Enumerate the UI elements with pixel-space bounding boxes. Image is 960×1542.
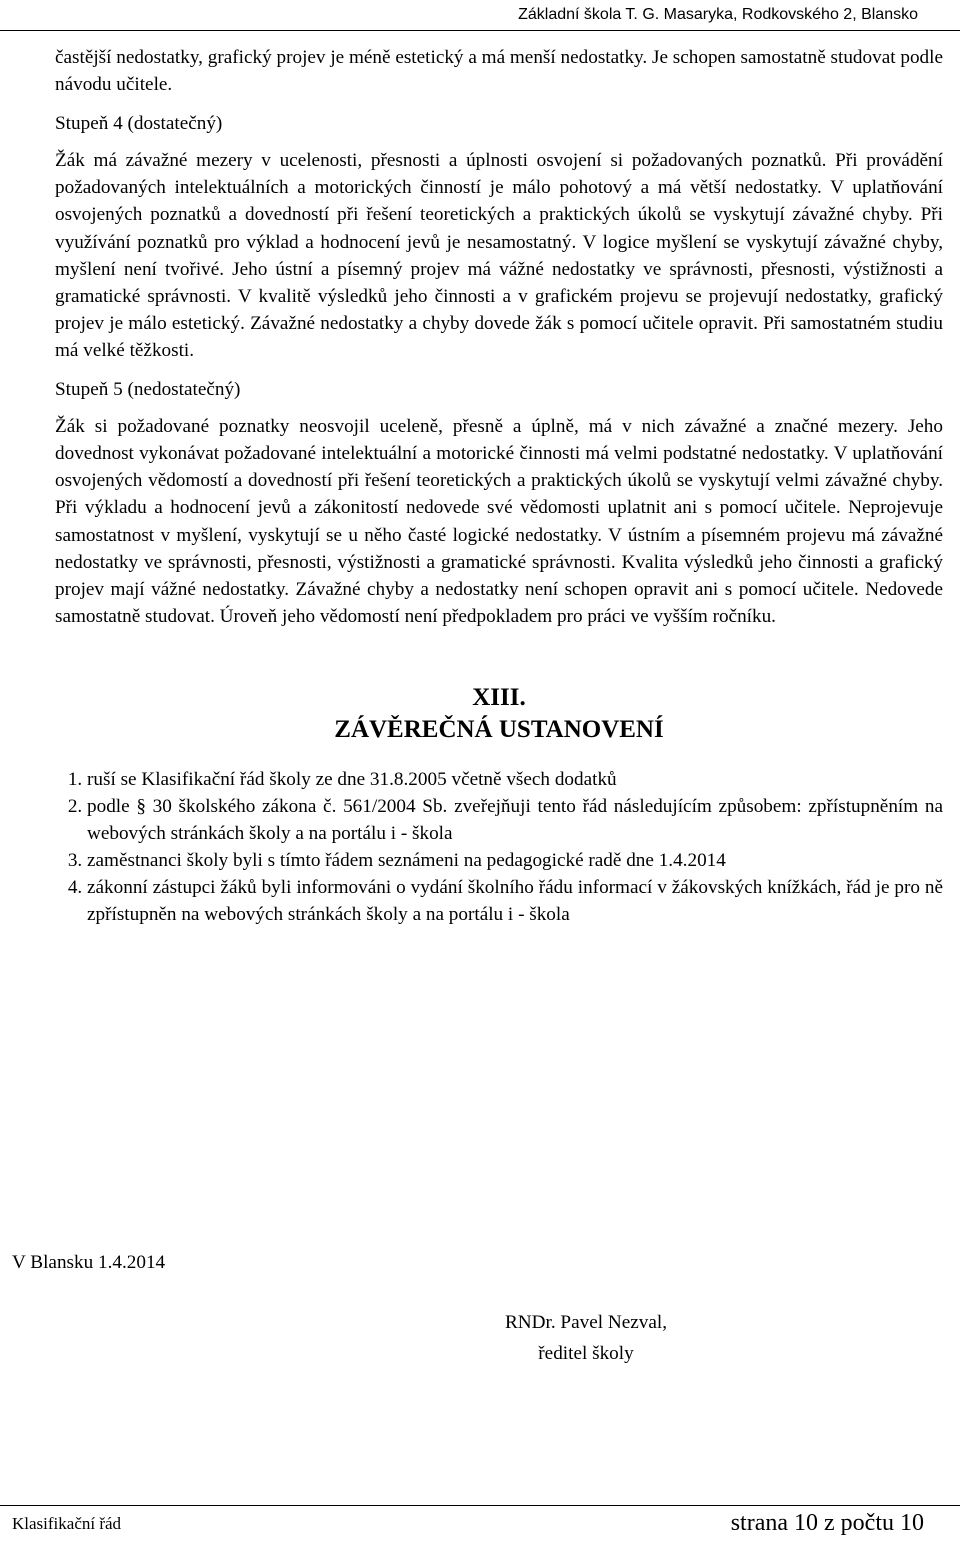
place-date: V Blansku 1.4.2014	[12, 1252, 166, 1273]
list-item: 3. zaměstnanci školy byli s tímto řádem seznámeni na pedagogické radě dne 1.4.2014	[87, 847, 943, 874]
page-number: strana 10 z počtu 10	[730, 1510, 924, 1536]
list-item: 2. podle § 30 školského zákona č. 561/2004 Sb. zveřejňuji tento řád následujícím způsobem: zpřístupněním na webových stránkách školy a na portálu i - škola	[87, 793, 943, 847]
section-number: XIII.	[472, 683, 526, 711]
paragraph-stupen4: Žák má závažné mezery v ucelenosti, přesnosti a úplnosti osvojení si požadovaných poznatků. Při provádění požadovaných intelektuálních a motorických činností je málo pohotový a má větší nedostatky. V uplatňování osvojených poznatků a dovedností při řešení teoretických a praktických úkolů se vyskytují závažné chyby. Při využívání poznatků pro výklad a hodnocení jevů je nesamostatný. V logice myšlení se vyskytují závažné chyby, myšlení není tvořivé. Jeho ústní a písemný projev má vážné nedostatky ve správnosti, přesnosti, výstižnosti a gramatické správnosti. V kvalitě výsledků jeho činnosti a v grafickém projevu se projevují nedostatky, grafický projev je málo estetický. Závažné nedostatky a chyby dovede žák s pomocí učitele opravit. Při samostatném studiu má velké těžkosti.	[55, 150, 943, 361]
signer-role: ředitel školy	[538, 1343, 634, 1364]
paragraph-stupen3-end: častější nedostatky, grafický projev je méně estetický a má menší nedostatky. Je schopen samostatně studovat podle návodu učitele.	[55, 47, 943, 96]
list-item: 1. ruší se Klasifikační řád školy ze dne 31.8.2005 včetně všech dodatků	[87, 766, 943, 793]
heading-stupen4: Stupeň 4 (dostatečný)	[55, 113, 223, 135]
heading-stupen5: Stupeň 5 (nedostatečný)	[55, 379, 241, 401]
section-title: ZÁVĚREČNÁ USTANOVENÍ	[334, 715, 664, 743]
list-item: 4. zákonní zástupci žáků byli informováni o vydání školního řádu informací v žákovských knížkách, řád je pro ně zpřístupněn na webových stránkách školy a na portálu i - škola	[87, 874, 943, 928]
provisions-list	[55, 766, 943, 929]
paragraph-stupen5: Žák si požadované poznatky neosvojil uceleně, přesně a úplně, má v nich závažné a značné mezery. Jeho dovednost vykonávat požadované intelektuální a motorické činnosti má velmi podstatné nedostatky. V uplatňování osvojených vědomostí a dovedností při řešení teoretických a praktických úkolů se vyskytují velmi závažné chyby. Při výkladu a hodnocení jevů a zákonitostí nedovede své vědomosti uplatnit ani s pomocí učitele. Neprojevuje samostatnost v myšlení, vyskytují se u něho časté logické nedostatky. V ústním a písemném projevu má závažné nedostatky ve správnosti, přesnosti, výstižnosti a gramatické správnosti. Kvalita výsledků jeho činnosti a grafický projev mají vážné nedostatky. Závažné chyby a nedostatky není schopen opravit ani s pomocí učitele. Nedovede samostatně studovat. Úroveň jeho vědomostí není předpokladem pro práci ve vyšším ročníku.	[55, 416, 943, 627]
document-name: Klasifikační řád	[12, 1514, 122, 1533]
signature-block	[505, 1307, 667, 1369]
page-header	[0, 0, 960, 31]
page-footer	[0, 1505, 960, 1542]
signer-name: RNDr. Pavel Nezval,	[505, 1312, 667, 1333]
school-name: Základní škola T. G. Masaryka, Rodkovského 2, Blansko	[518, 6, 918, 23]
document-body	[55, 44, 943, 928]
